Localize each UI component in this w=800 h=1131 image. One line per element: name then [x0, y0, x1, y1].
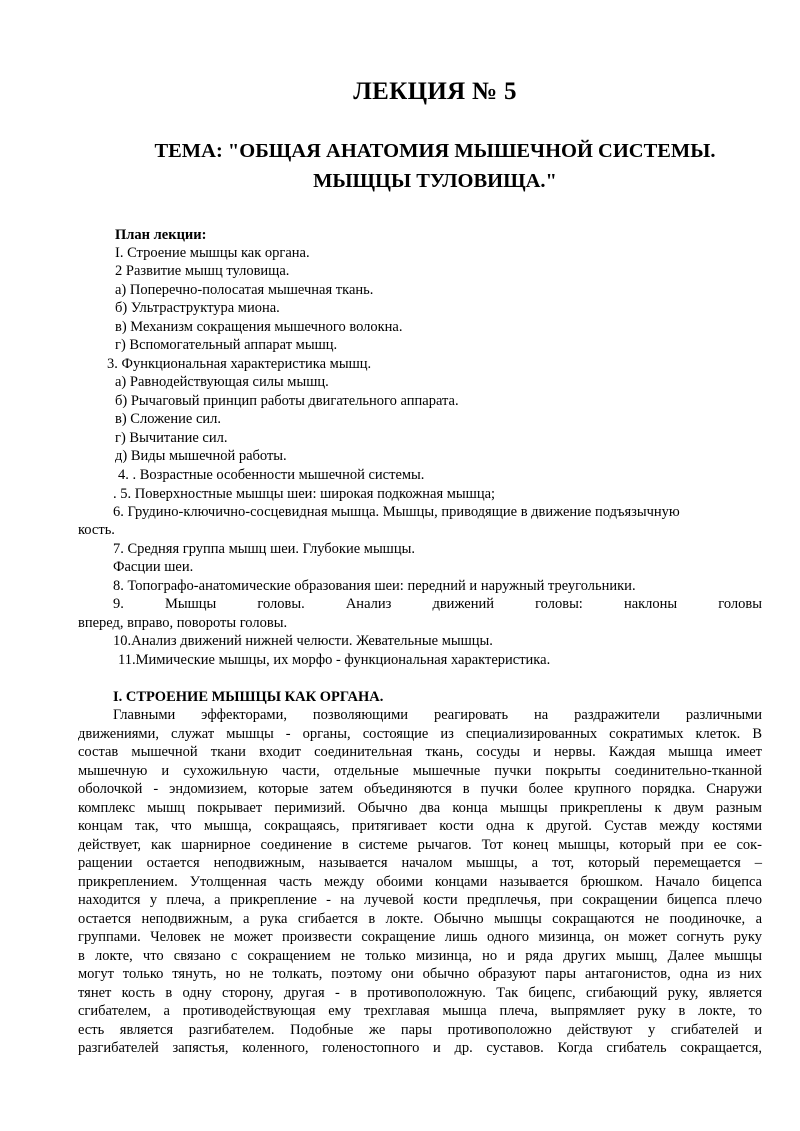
plan-item: Фасции шеи.	[113, 559, 194, 575]
body-line: могут только тянуть, но не толкать, поэтому они обычно образуют пары антагонистов, одна из них	[78, 966, 762, 982]
plan-item: в) Механизм сокращения мышечного волокна.	[115, 319, 403, 335]
plan-item: б) Ультраструктура миона.	[115, 300, 280, 316]
plan-heading: План лекции:	[115, 227, 207, 243]
plan-item: в) Сложение сил.	[115, 411, 221, 427]
plan-item: а) Равнодействующая силы мышц.	[115, 374, 329, 390]
plan-item: . 5. Поверхностные мышцы шеи: широкая подкожная мышца;	[113, 486, 496, 502]
lecture-title: ЛЕКЦИЯ № 5	[353, 78, 517, 105]
body-line: действует, как шарнирное соединение в системе рычагов. Тот конец мышцы, который при ее сок-	[78, 837, 762, 853]
body-line: Главными эффекторами, позволяющими реагировать на раздражители различными	[113, 707, 762, 723]
body-line: концам так, что мышца, сокращаясь, притягивает кости одна к другой. Сустав между костями	[78, 818, 762, 834]
body-line: мышечную и сухожильную части, отдельные мышечные пучки покрыты соединительно-тканной	[78, 763, 762, 779]
plan-item: 2 Развитие мышц туловища.	[115, 263, 290, 279]
body-line: движениями, служат мышцы - органы, состоящие из специализированных сократимых клеток. В	[78, 726, 762, 742]
plan-item: г) Вычитание сил.	[115, 430, 228, 446]
plan-item: вперед, вправо, повороты головы.	[78, 615, 288, 631]
lecture-topic	[60, 136, 800, 196]
body-line: в локте, что связано с сокращением не только мизинца, но и ряда других мышц, Далее мышцы	[78, 948, 762, 964]
plan-item: б) Рычаговый принцип работы двигательного аппарата.	[115, 393, 459, 409]
plan-item: 9. Мышцы головы. Анализ движений головы: наклоны головы	[113, 596, 762, 612]
plan-item: 8. Топографо-анатомические образования шеи: передний и наружный треугольники.	[113, 578, 636, 594]
plan-item: 4. . Возрастные особенности мышечной системы.	[118, 467, 425, 483]
plan-item: г) Вспомогательный аппарат мышц.	[115, 337, 338, 353]
body-line: оболочкой - эндомизием, которые затем объединяются в пучки более крупного порядка. Снаружи	[78, 781, 762, 797]
body-line: находится у плеча, а прикрепление - на лучевой кости предплечья, при сокращении бицепса плечо	[78, 892, 762, 908]
plan-item: кость.	[78, 522, 115, 538]
plan-item: 10.Анализ движений нижней челюсти. Жевательные мышцы.	[113, 633, 493, 649]
plan-item: 11.Мимические мышцы, их морфо - функциональная характеристика.	[118, 652, 551, 668]
plan-item: 7. Средняя группа мышц шеи. Глубокие мышцы.	[113, 541, 415, 557]
topic-line-2: МЫЩЦЫ ТУЛОВИЩА."	[313, 170, 557, 192]
plan-item: а) Поперечно-полосатая мышечная ткань.	[115, 282, 374, 298]
body-line: тянет кость в одну сторону, другая - в противоположную. Так бицепс, сгибающий руку, является	[78, 985, 762, 1001]
body-line: группами. Человек не может произвести сокращение лишь одного мизинца, он может согнуть руку	[78, 929, 762, 945]
body-line: остается неподвижным, а рука сгибается в локте. Обычно мышцы сокращаются не поодиночке, а	[78, 911, 762, 927]
topic-line-1: ТЕМА: "ОБЩАЯ АНАТОМИЯ МЫШЕЧНОЙ СИСТЕМЫ.	[154, 140, 716, 162]
plan-item: 3. Функциональная характеристика мышц.	[107, 356, 372, 372]
body-line: прикреплением. Утолщенная часть между обоими концами называется брюшком. Начало бицепса	[78, 874, 762, 890]
body-line: ращении остается неподвижным, называется началом мышцы, а тот, который перемещается –	[78, 855, 762, 871]
plan-item: I. Строение мышцы как органа.	[115, 245, 310, 261]
plan-item: д) Виды мышечной работы.	[115, 448, 287, 464]
section-heading: I. СТРОЕНИЕ МЫШЦЫ КАК ОРГАНА.	[113, 689, 384, 705]
plan-item: 6. Грудино-ключично-сосцевидная мышца. Мышцы, приводящие в движение подъязычную	[113, 504, 680, 520]
body-line: сгибателем, а противодействующая ему трехглавая мышца плеча, выпрямляет руку в локте, то	[78, 1003, 762, 1019]
body-line: состав мышечной ткани входит соединительная ткань, сосуды и нервы. Каждая мышца имеет	[78, 744, 762, 760]
body-line: комплекс мышц покрывает перимизий. Обычно два конца мышцы прикреплены к двум разным	[78, 800, 762, 816]
body-line: есть является разгибателем. Подобные же пары противоположно действуют у сгибателей и	[78, 1022, 762, 1038]
body-line: разгибателей запястья, коленного, голеностопного и др. суставов. Когда сгибатель сокращается,	[78, 1040, 762, 1056]
